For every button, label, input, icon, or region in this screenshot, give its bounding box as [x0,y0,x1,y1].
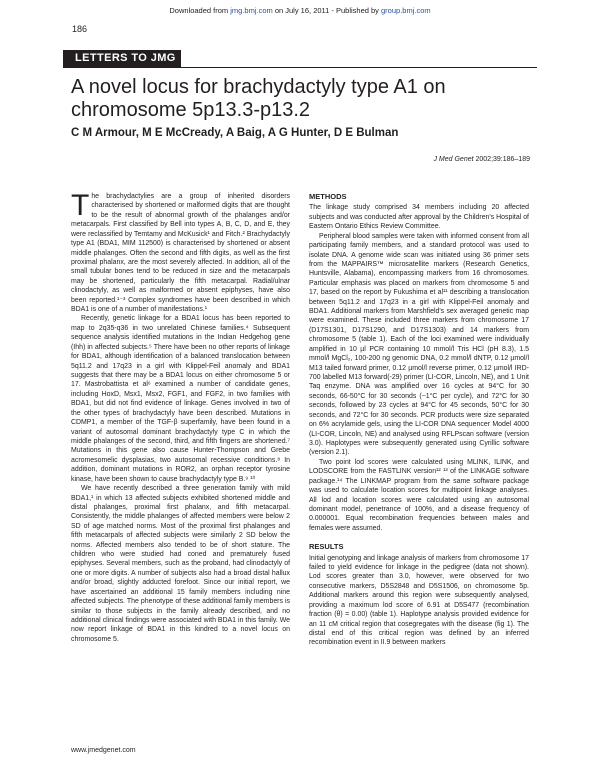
intro-paragraph [71,189,290,314]
section-banner: LETTERS TO JMG [63,50,181,67]
body-paragraph: Recently, genetic linkage for a BDA1 locus has been reported to map to 2q35-q36 in two unrelated Chinese families.⁴ Subsequent sequence analysis identified mutations in the Indian Hedgehog gene (Ihh) in affected subjects.⁵ There have been no other reports of linkage for BDA1, although identification of a balanced translocation between 5q11.2 and 17q23 in a girl with Klippel-Feil anomaly and BDA1 suggests that there may be a BDA1 locus on either chromosome 5 or 17. Mastrobattista et al⁶ examined a number of candidate genes, including HoxD, Msx1, Msx2, FGF1, and FGF2, in two families with BDA1, but did not find evidence of linkage. Genes involved in two of the other types of brachydactyly have been described. Mutations in CDMP1, a member of the TGF-β superfamily, have been found in a variant of autosomal dominant brachydactyly type C in which the middle phalanges of the second, third, and fifth fingers are shortened.⁷ Mutations in this gene also cause Hunter-Thompson and Grebe acromesomelic dysplasias, two autosomal recessive conditions.⁸ In addition, dominant mutations in ROR2, an orphan receptor tyrosine kinase, have been shown to cause brachydactyly type B.⁹ ¹⁰ [71,315,290,483]
left-column [71,189,290,644]
citation-volume: 2002;39:186–189 [473,156,530,163]
journal-site-link[interactable]: jmg.bmj.com [230,6,273,15]
methods-heading: METHODS [309,192,347,201]
download-prefix: Downloaded from [169,6,231,15]
right-column [309,192,529,648]
page-number: 186 [72,24,88,34]
publisher-site-link[interactable]: group.bmj.com [381,6,431,15]
results-paragraph: Initial genotyping and linkage analysis of markers from chromosome 17 failed to yield evidence for linkage in the pedigree (data not shown). Lod scores greater than 3.0, however, were observed for two consecutive markers, D5S2848 and D5S1506, on chromosome 5p. Additional markers around this region were subsequently analysed, providing a maximum lod score of 6.91 at D5S477 (recombination fraction (θ) = 0.00) (table 1). Haplotype analysis provided evidence for an 11 cM critical region that cosegregates with the disease (fig 1). The distal end of this critical region was defined by an inferred recombination event in II.9 between markers [309,554,529,647]
footer-url[interactable]: www.jmedgenet.com [71,747,136,754]
intro-text: he brachydactylies are a group of inherited disorders characterised by shortened or malformed digits that are thought to be the result of abnormal growth of the phalanges and/or metacarpals. First classified by Bell into types A, B, C, D, and E, they were reclassified by Temtamy and McKusick¹ and Fitch.² Brachydactyly type A1 (BDA1, MIM 112500) is characterised by shortened or absent middle phalanges. Often the second and fifth digits, as well as the first proximal phalanx, are the most severely affected. In addition, all of the small tubular bones tend to be reduced in size and the metacarpals may be shortened, particularly the fifth metacarpal. Radial/ulnar clinodactyly, as well as malformed or absent epiphyses, have also been reported.¹⁻³ Complex syndromes have been described in which BDA1 is one of a number of manifestations.¹ [71,193,290,314]
download-notice [0,6,600,15]
citation-journal: J Med Genet [433,156,474,163]
body-paragraph: We have recently described a three generation family with mild BDA1,¹ in which 13 affected subjects exhibited shortened middle and distal phalanges, proximal first phalanx, and fifth metacarpal. Consistently, the middle phalanges of affected members were below 2 SD of age matched norms. Most of the proximal first phalanges and fifth metacarpals of affected subjects were similarly 2 SD below the norms. Affected members also tended to be of short stature. The children who were studied had coned and prematurely fused epiphyses. Several members, such as the proband, had clinodactyly of one or more digits. A number of subjects also had a broad distal hallux and/or broad, slightly adducted forefoot. Since our initial report, we have ascertained an additional 15 family members including nine affected subjects. The phenotype of these additional family members is similar to those subjects in the family already described, and no additional clinical findings were associated with BDA1 in this family. We now report linkage of BDA1 in this kindred to a novel locus on chromosome 5. [71,485,290,643]
results-heading: RESULTS [309,542,344,552]
methods-paragraph: Peripheral blood samples were taken with informed consent from all participating family members, and a standard protocol was used to isolate DNA. A genome wide scan was initiated using 36 primer sets from the MAPPAIRS™ microsatellite markers (Research Genetics, Huntsville, Alabama), encompassing markers from 16 chromosomes. Particular emphasis was placed on markers from chromosome 5 and 17, based on the report by Fukushima et al¹¹ describing a translocation between 5q11.2 and 17q23 in a girl with Klippel-Feil anomaly and BDA1. Additional markers from Marshfield's sex averaged genetic map were examined. These included three markers from chromosome 17 (D17S1301, D17S1290, and D17S1303) and 14 markers from chromosome 5 (table 1). Each of the loci examined were individually amplified in 10 µl PCR containing 10 mmol/l Tris HCl (pH 8.3), 1.5 mmol/l MgCl₂, 100-200 ng genomic DNA, 0.2 mmol/l dNTP, 0.12 µmol/l M13 tailed forward primer, 0.12 µmol/l reverse primer, 0.12 µmol/l IRD-700 labelled M13 forward(-29) primer (LI-COR, Lincoln, NE), and 1 Unit Taq enzyme. DNA was amplified over 16 cycles at 94°C for 30 seconds, 66-50°C for 30 seconds (−1°C per cycle), and 72°C for 30 seconds, followed by 23 cycles at 94°C for 45 seconds, 50°C for 30 seconds, and 72°C for 30 seconds. PCR products were size separated on 6% acrylamide gels, using the LI-COR DNA sequencer Model 4000 (LI-COR, Lincoln, NE) and analysed using RFLPscan software (version 3.0). Haplotypes were subsequently generated using Cyrillic software (version 2.1). [309,232,529,457]
methods-paragraph: Two point lod scores were calculated using MLINK, ILINK, and LODSCORE from the FASTLINK version¹² ¹³ of the LINKAGE software package.¹⁴ The LINKMAP program from the same software package was used to calculate location scores for multipoint linkage analyses. All lod and location scores were calculated using an autosomal dominant model, penetrance of 100%, and a disease frequency of 0.000001. Equal recombination frequencies between males and females were assumed. [309,458,529,532]
header-rule [63,67,537,68]
methods-paragraph: The linkage study comprised 34 members including 20 affected subjects and was conducted after approval by the Children's Hospital of Eastern Ontario Ethics Review Committee. [309,204,529,231]
drop-cap: T [71,189,90,222]
download-middle: on July 16, 2011 - Published by [272,6,382,15]
author-list: C M Armour, M E McCready, A Baig, A G Hunter, D E Bulman [71,127,399,139]
citation [300,156,530,163]
article-title: A novel locus for brachydactyly type A1 on chromosome 5p13.3-p13.2 [71,76,446,121]
